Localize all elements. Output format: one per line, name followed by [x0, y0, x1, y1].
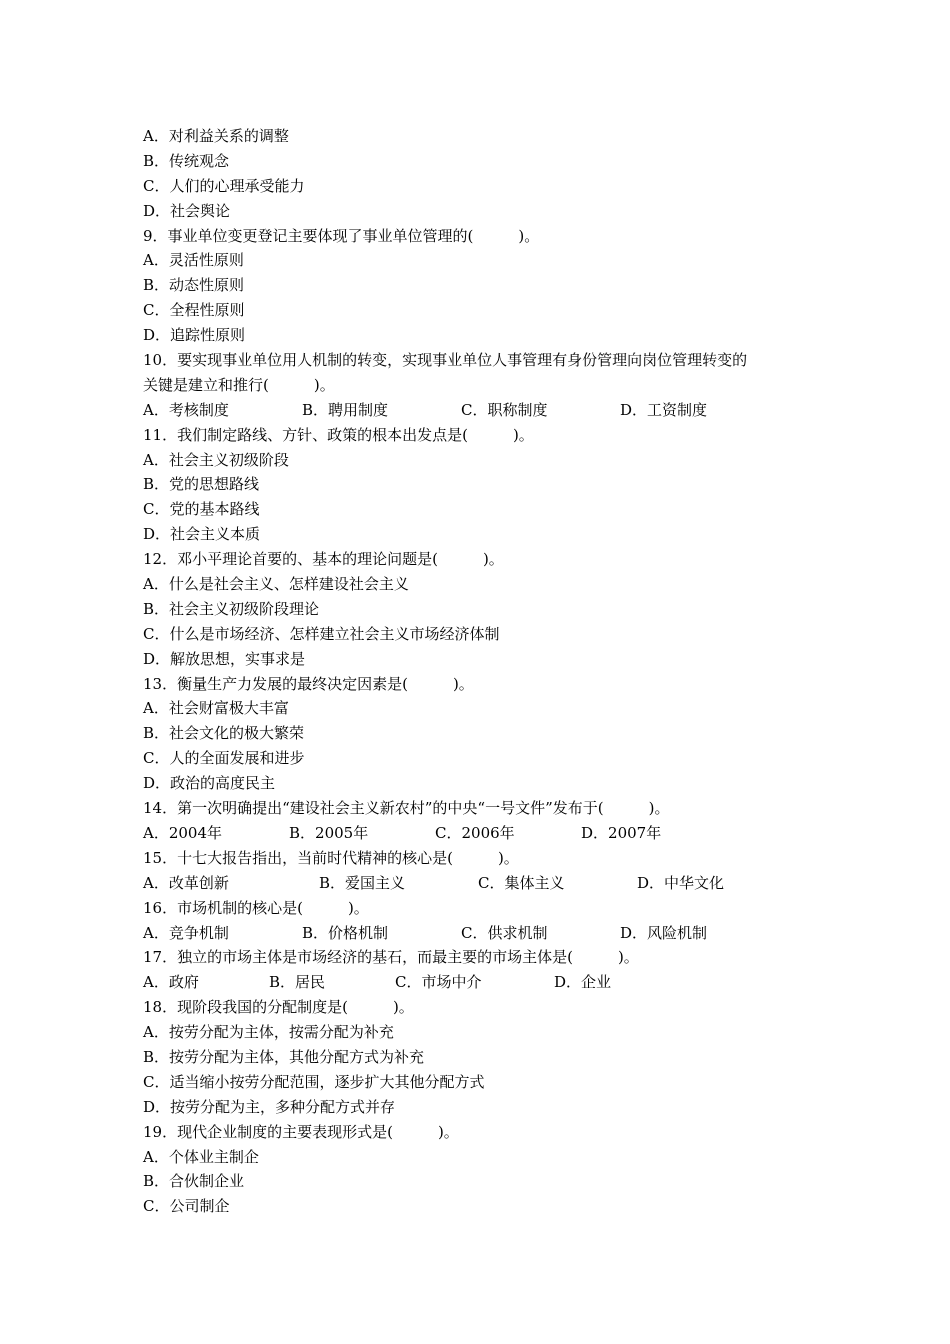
- question-15: 15．十七大报告指出，当前时代精神的核心是( )。: [143, 848, 519, 867]
- option-line: A．社会财富极大丰富: [143, 699, 289, 718]
- option-line: B．动态性原则: [143, 276, 245, 295]
- question-17-options: [143, 970, 823, 995]
- option-line: A．什么是社会主义、怎样建设社会主义: [143, 575, 409, 594]
- option-line: D．解放思想，实事求是: [143, 649, 306, 668]
- option-a: A．竞争机制: [143, 923, 229, 942]
- question-9: 9．事业单位变更登记主要体现了事业单位管理的( )。: [143, 226, 540, 245]
- option-a: A．考核制度: [143, 400, 229, 419]
- option-a: A．改革创新: [143, 873, 229, 892]
- option-d: D．中华文化: [637, 873, 725, 892]
- option-line: B．合伙制企业: [143, 1172, 245, 1191]
- option-line: A．个体业主制企: [143, 1147, 259, 1166]
- option-line: C．全程性原则: [143, 301, 245, 320]
- option-line: D．社会主义本质: [143, 525, 261, 544]
- option-line: A．灵活性原则: [143, 251, 244, 270]
- question-13: 13．衡量生产力发展的最终决定因素是( )。: [143, 674, 474, 693]
- option-b: B．爱国主义: [319, 873, 406, 892]
- option-d: D．企业: [554, 973, 612, 992]
- option-line: A．社会主义初级阶段: [143, 450, 289, 469]
- question-12: 12．邓小平理论首要的、基本的理论问题是( )。: [143, 550, 504, 569]
- option-a: A．政府: [143, 973, 199, 992]
- option-b: B．2005年: [289, 823, 369, 842]
- question-16: 16．市场机制的核心是( )。: [143, 898, 369, 917]
- question-14-options: [143, 821, 823, 846]
- option-c: C．供求机制: [461, 923, 548, 942]
- question-14: 14．第一次明确提出“建设社会主义新农村”的中央“一号文件”发布于( )。: [143, 799, 670, 818]
- option-c: C．职称制度: [461, 400, 548, 419]
- document-page: [143, 124, 823, 1219]
- question-10-part2: 关键是建立和推行( )。: [143, 375, 335, 394]
- option-d: D．工资制度: [620, 400, 708, 419]
- option-line: B．社会主义初级阶段理论: [143, 599, 320, 618]
- option-b: B．居民: [269, 973, 326, 992]
- option-line: C．党的基本路线: [143, 500, 260, 519]
- option-c: C．集体主义: [478, 873, 565, 892]
- option-line: B．社会文化的极大繁荣: [143, 724, 305, 743]
- option-line: A．按劳分配为主体，按需分配为补充: [143, 1023, 394, 1042]
- option-line: C．公司制企: [143, 1197, 230, 1216]
- option-line: B．传统观念: [143, 151, 230, 170]
- question-10-part1: 10．要实现事业单位用人机制的转变，实现事业单位人事管理有身份管理向岗位管理转变的: [143, 351, 748, 370]
- option-line: C．人们的心理承受能力: [143, 176, 305, 195]
- option-line: D．追踪性原则: [143, 326, 246, 345]
- option-line: B．党的思想路线: [143, 475, 260, 494]
- option-line: C．人的全面发展和进步: [143, 749, 305, 768]
- option-line: D．社会舆论: [143, 201, 231, 220]
- option-d: D．2007年: [581, 823, 662, 842]
- option-b: B．聘用制度: [302, 400, 389, 419]
- option-line: D．按劳分配为主，多种分配方式并存: [143, 1097, 396, 1116]
- option-line: A．对利益关系的调整: [143, 127, 289, 145]
- option-line: C．什么是市场经济、怎样建立社会主义市场经济体制: [143, 624, 500, 643]
- question-15-options: [143, 871, 823, 896]
- question-10-options: [143, 398, 823, 423]
- question-11: 11．我们制定路线、方针、政策的根本出发点是( )。: [143, 425, 534, 444]
- option-a: A．2004年: [143, 823, 223, 842]
- option-line: D．政治的高度民主: [143, 774, 276, 793]
- option-c: C．市场中介: [395, 973, 482, 992]
- option-line: B．按劳分配为主体，其他分配方式为补充: [143, 1047, 425, 1066]
- option-c: C．2006年: [435, 823, 515, 842]
- question-18: 18．现阶段我国的分配制度是( )。: [143, 998, 414, 1017]
- option-d: D．风险机制: [620, 923, 708, 942]
- option-line: C．适当缩小按劳分配范围，逐步扩大其他分配方式: [143, 1072, 485, 1091]
- option-b: B．价格机制: [302, 923, 389, 942]
- question-19: 19．现代企业制度的主要表现形式是( )。: [143, 1122, 459, 1141]
- question-16-options: [143, 921, 823, 946]
- question-17: 17．独立的市场主体是市场经济的基石，而最主要的市场主体是( )。: [143, 948, 639, 967]
